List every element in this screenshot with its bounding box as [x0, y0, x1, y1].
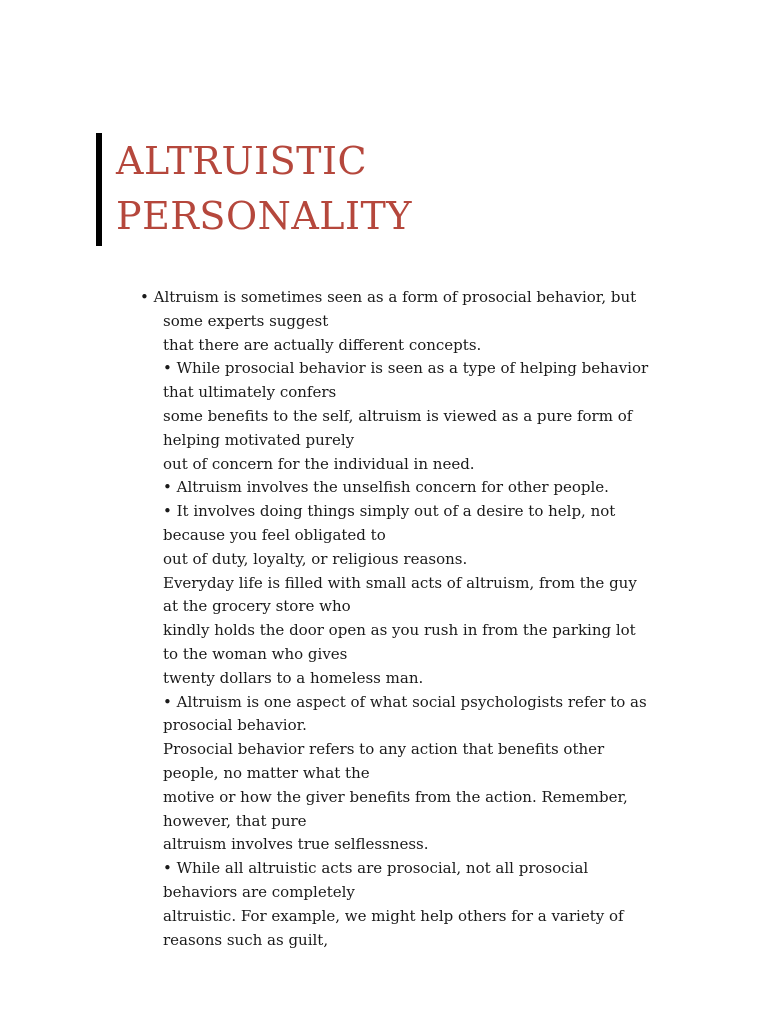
text-line: twenty dollars to a homeless man. — [163, 668, 424, 687]
text-line: however, that pure — [163, 811, 307, 830]
text-line: • While all altruistic acts are prosocial, not all prosocial — [163, 859, 589, 878]
text-line: • Altruism is one aspect of what social psychologists refer to as — [163, 692, 647, 711]
text-line: behaviors are completely — [163, 882, 355, 901]
text-line: to the woman who gives — [163, 644, 348, 663]
text-line: • Altruism is sometimes seen as a form of prosocial behavior, but — [140, 288, 637, 306]
text-line: people, no matter what the — [163, 763, 370, 782]
title-accent-bar — [96, 133, 102, 246]
text-line: altruism involves true selflessness. — [163, 835, 429, 854]
text-line: some benefits to the self, altruism is viewed as a pure form of — [163, 406, 633, 425]
text-line: motive or how the giver benefits from the action. Remember, — [163, 787, 628, 806]
text-line: that there are actually different concepts. — [163, 335, 482, 354]
text-line: • While prosocial behavior is seen as a type of helping behavior — [163, 359, 649, 378]
text-line: Everyday life is filled with small acts of altruism, from the guy — [163, 573, 637, 592]
text-line: reasons such as guilt, — [163, 930, 329, 949]
text-line: out of duty, loyalty, or religious reasons. — [163, 549, 468, 568]
text-line: prosocial behavior. — [163, 716, 307, 735]
page-title — [116, 134, 412, 244]
title-line-1: ALTRUISTIC — [116, 139, 368, 183]
text-line: • Altruism involves the unselfish concern for other people. — [163, 478, 609, 497]
text-line: Prosocial behavior refers to any action that benefits other — [163, 740, 605, 759]
text-line: out of concern for the individual in need. — [163, 454, 475, 473]
body-text — [140, 286, 660, 952]
title-line-2: PERSONALITY — [116, 194, 412, 238]
text-line: • It involves doing things simply out of a desire to help, not — [163, 502, 616, 521]
text-line: at the grocery store who — [163, 597, 351, 616]
text-line: because you feel obligated to — [163, 525, 386, 544]
text-line: kindly holds the door open as you rush in from the parking lot — [163, 621, 636, 640]
text-line: helping motivated purely — [163, 430, 355, 449]
text-line: altruistic. For example, we might help others for a variety of — [163, 906, 624, 925]
text-line: some experts suggest — [163, 311, 329, 330]
text-line: that ultimately confers — [163, 383, 337, 402]
